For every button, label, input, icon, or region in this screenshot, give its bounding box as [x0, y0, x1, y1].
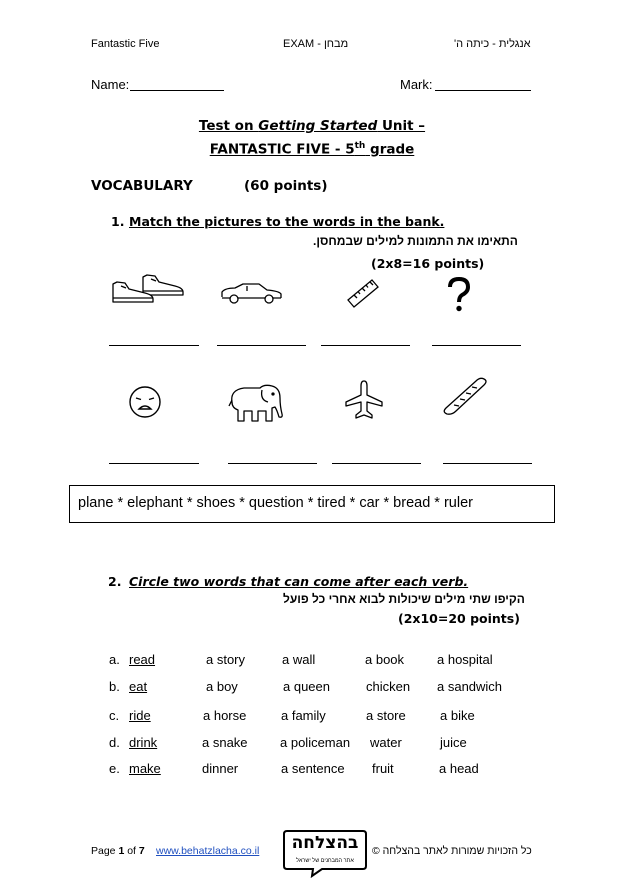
- answer-line[interactable]: [109, 463, 199, 464]
- name-line: [130, 90, 224, 91]
- page-title: [0, 116, 624, 160]
- ruler-icon: [344, 276, 382, 310]
- answer-line[interactable]: [109, 345, 199, 346]
- q1-instruction: Match the pictures to the words in the bank.: [129, 214, 445, 229]
- site-link[interactable]: www.behatzlacha.co.il: [156, 845, 260, 857]
- verb: read: [129, 652, 156, 667]
- option[interactable]: a head: [439, 761, 479, 776]
- option[interactable]: a snake: [202, 735, 248, 750]
- q2-points: (2x10=20 points): [398, 611, 520, 626]
- verb: make: [129, 761, 161, 776]
- row-letter: e.: [109, 761, 120, 776]
- answer-line[interactable]: [321, 345, 410, 346]
- option[interactable]: water: [370, 735, 402, 750]
- name-label: Name:: [91, 77, 130, 92]
- option[interactable]: a horse: [203, 708, 247, 723]
- section-name: VOCABULARY: [91, 178, 193, 194]
- answer-line[interactable]: [228, 463, 317, 464]
- section-points: (60 points): [244, 178, 328, 194]
- option[interactable]: a book: [365, 652, 405, 667]
- bread-icon: [440, 375, 490, 417]
- q2-instruction: Circle two words that can come after each verb.: [129, 574, 469, 589]
- option[interactable]: a hospital: [437, 652, 493, 667]
- answer-line[interactable]: [443, 463, 532, 464]
- mark-label: Mark:: [400, 77, 433, 92]
- row-letter: d.: [109, 735, 120, 750]
- option[interactable]: fruit: [372, 761, 394, 776]
- verb: ride: [129, 708, 151, 723]
- q2-hebrew: הקיפו שתי מילים שיכולות לבוא אחרי כל פועל: [283, 592, 525, 606]
- option[interactable]: a bike: [440, 708, 475, 723]
- answer-line[interactable]: [432, 345, 521, 346]
- mark-line: [435, 90, 531, 91]
- option[interactable]: a store: [366, 708, 406, 723]
- q1-hebrew: התאימו את התמונות למילים שבמחסן.: [313, 234, 518, 248]
- option[interactable]: a family: [281, 708, 326, 723]
- option[interactable]: chicken: [366, 679, 411, 694]
- logo-text: בהצלחה: [291, 833, 359, 853]
- word-bank: [69, 485, 555, 523]
- option[interactable]: juice: [440, 735, 467, 750]
- title-line-1: Test on Getting Started Unit –: [198, 118, 426, 134]
- plane-icon: [343, 378, 385, 420]
- answer-line[interactable]: [332, 463, 421, 464]
- option[interactable]: a story: [206, 652, 246, 667]
- tired-face-icon: [127, 384, 163, 420]
- logo-subtext: אתר המבחנים של ישראל: [296, 858, 354, 864]
- answer-line[interactable]: [217, 345, 306, 346]
- car-icon: [219, 280, 285, 306]
- page-indicator: Page 1 of 7: [91, 845, 145, 857]
- q1-points: (2x8=16 points): [371, 256, 485, 271]
- verb: eat: [129, 679, 148, 694]
- row-letter: c.: [109, 708, 120, 723]
- header-right: אנגלית - כיתה ה': [454, 38, 531, 50]
- header-center: EXAM - מבחן: [283, 38, 349, 50]
- elephant-icon: [226, 380, 286, 426]
- title-line-2: FANTASTIC FIVE - 5th grade: [209, 141, 415, 158]
- row-letter: a.: [109, 652, 120, 667]
- option[interactable]: a queen: [283, 679, 330, 694]
- site-logo: [282, 828, 368, 878]
- option[interactable]: a wall: [282, 652, 316, 667]
- q2-number: 2.: [108, 574, 122, 589]
- option[interactable]: a sentence: [281, 761, 345, 776]
- row-letter: b.: [109, 679, 120, 694]
- option[interactable]: a sandwich: [437, 679, 503, 694]
- option[interactable]: dinner: [202, 761, 239, 776]
- option[interactable]: a policeman: [280, 735, 351, 750]
- header-left: Fantastic Five: [91, 38, 160, 50]
- verb: drink: [129, 735, 158, 750]
- shoes-icon: [109, 272, 187, 306]
- option[interactable]: a boy: [206, 679, 238, 694]
- copyright: כל הזכויות שמורות לאתר בהצלחה ©: [372, 845, 532, 857]
- word-bank-text: plane * elephant * shoes * question * tired * car * bread * ruler: [78, 495, 473, 511]
- question-icon: [446, 277, 472, 313]
- q1-number: 1.: [111, 214, 125, 229]
